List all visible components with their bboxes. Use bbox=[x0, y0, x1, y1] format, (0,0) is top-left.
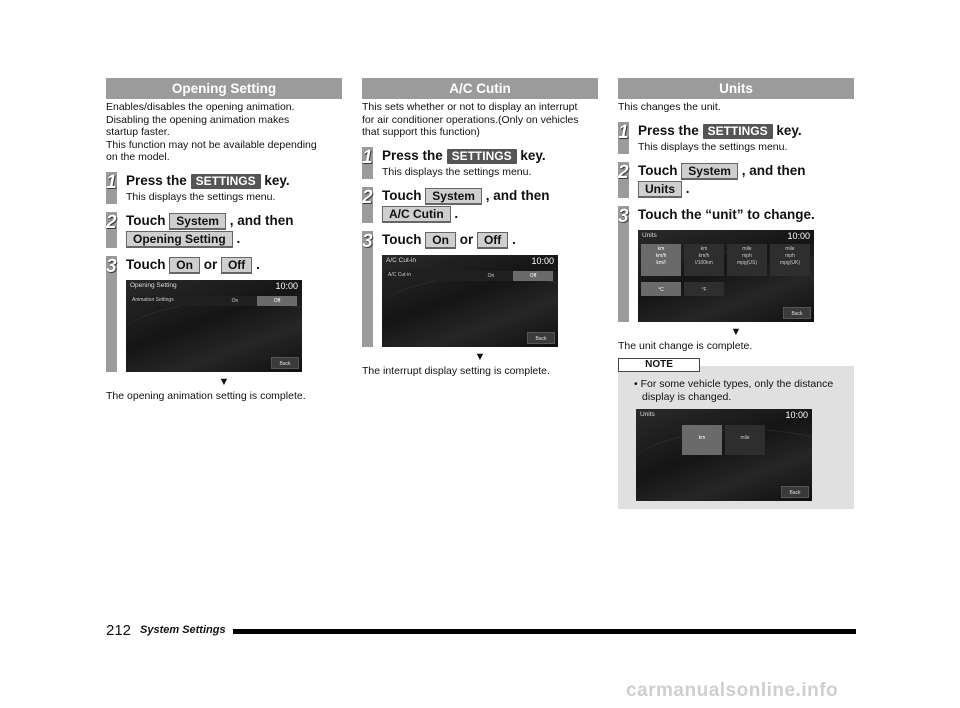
step-number: 2 bbox=[362, 186, 373, 208]
step-number: 2 bbox=[106, 211, 117, 233]
on-key: On bbox=[425, 232, 456, 249]
unit-option[interactable]: mile mph mpg(US) bbox=[727, 244, 767, 276]
fahrenheit-option[interactable]: °F bbox=[684, 282, 724, 296]
opening-setting-key: Opening Setting bbox=[126, 231, 233, 248]
ac-cutin-column: A/C Cutin This sets whether or not to display an interrupt for air conditioner operations.(Only on vehicles that support this function) 1 Press the SETTINGS key. This displays the settings menu. 2 Touch System , and then A/C Cutin . 3 Touch On or Off . A/C Cut-in 10:00 A/C Cut-in On Off Back ▼ The interrupt display setting is complete. bbox=[362, 78, 598, 377]
note-tag: NOTE bbox=[618, 358, 700, 372]
step-number: 1 bbox=[618, 121, 629, 143]
step-2: 2 Touch System , and then Units . bbox=[618, 161, 806, 196]
unit-option[interactable]: mile mph mpg(UK) bbox=[770, 244, 810, 276]
units-column: Units This changes the unit. 1 Press the SETTINGS key. This displays the settings menu. 2 Touch System , and then Units . 3 Touch the “unit” to change. Units 10:00 km km/h km/l km km/h l/100km mile mph mpg(US) mile mph mpg(UK) °C °F Back ▼ The unit change is complete. NOTE • For some vehicle types, only the distance display is changed. Units 10:00 km mile Back bbox=[618, 78, 854, 509]
step-number: 3 bbox=[106, 255, 117, 277]
system-key: System bbox=[425, 188, 482, 205]
footer-section-title: System Settings bbox=[140, 624, 226, 636]
down-arrow-icon: ▼ bbox=[474, 350, 486, 363]
settings-key: SETTINGS bbox=[703, 124, 773, 139]
units-screen: Units 10:00 km km/h km/l km km/h l/100km mile mph mpg(US) mile mph mpg(UK) °C °F Back bbox=[638, 230, 814, 322]
down-arrow-icon: ▼ bbox=[218, 375, 230, 388]
clock: 10:00 bbox=[275, 280, 298, 291]
off-option[interactable]: Off bbox=[257, 296, 297, 306]
settings-key: SETTINGS bbox=[447, 149, 517, 164]
step-2: 2 Touch System , and then A/C Cutin . bbox=[362, 186, 550, 221]
step-number: 2 bbox=[618, 161, 629, 183]
back-button[interactable]: Back bbox=[781, 486, 809, 498]
clock: 10:00 bbox=[531, 255, 554, 266]
clock: 10:00 bbox=[785, 410, 808, 420]
system-key: System bbox=[169, 213, 226, 230]
on-key: On bbox=[169, 257, 200, 274]
page-footer bbox=[106, 622, 856, 640]
step-2: 2 Touch System , and then Opening Setting . bbox=[106, 211, 294, 246]
mile-option[interactable]: mile bbox=[725, 425, 765, 455]
off-option[interactable]: Off bbox=[513, 271, 553, 281]
animation-settings-row: Animation Settings On Off bbox=[129, 296, 299, 306]
down-arrow-icon: ▼ bbox=[730, 325, 742, 338]
unit-option[interactable]: km km/h km/l bbox=[641, 244, 681, 276]
clock: 10:00 bbox=[787, 230, 810, 241]
back-button[interactable]: Back bbox=[783, 307, 811, 319]
opening-setting-screen: Opening Setting 10:00 Animation Settings On Off Back bbox=[126, 280, 302, 372]
section-title: Units bbox=[618, 78, 854, 99]
step-3: 3 Touch the “unit” to change. Units 10:00 km km/h km/l km km/h l/100km mile mph mpg(US) mile mph mpg(UK) °C °F Back bbox=[618, 206, 854, 322]
step-number: 3 bbox=[618, 205, 629, 227]
note-box: NOTE • For some vehicle types, only the distance display is changed. Units 10:00 km mile Back bbox=[618, 366, 854, 509]
ac-cutin-key: A/C Cutin bbox=[382, 206, 451, 223]
page-number: 212 bbox=[106, 622, 132, 639]
units-note-screen: Units 10:00 km mile Back bbox=[636, 409, 812, 501]
footer-rule bbox=[233, 629, 856, 634]
step-1: 1 Press the SETTINGS key. This displays the settings menu. bbox=[618, 121, 802, 153]
unit-option[interactable]: km km/h l/100km bbox=[684, 244, 724, 276]
step-3: 3 Touch On or Off . Opening Setting 10:00 Animation Settings On Off Back bbox=[106, 256, 342, 372]
section-title: Opening Setting bbox=[106, 78, 342, 99]
section-intro: This changes the unit. bbox=[618, 101, 721, 113]
section-title: A/C Cutin bbox=[362, 78, 598, 99]
system-key: System bbox=[681, 163, 738, 180]
opening-setting-column: Opening Setting Enables/disables the opening animation. Disabling the opening animation makes startup faster. This function may not be available depending on the model. 1 Press the SETTINGS key. This displays the settings menu. 2 Touch System , and then Opening Setting . 3 Touch On or Off . Opening Setting 10:00 Animation Settings On Off Back ▼ The opening animation setting is complete. bbox=[106, 78, 342, 402]
ac-cutin-row: A/C Cut-in On Off bbox=[385, 271, 555, 281]
off-key: Off bbox=[477, 232, 508, 249]
back-button[interactable]: Back bbox=[271, 357, 299, 369]
step-3: 3 Touch On or Off . A/C Cut-in 10:00 A/C Cut-in On Off Back bbox=[362, 231, 598, 347]
km-option[interactable]: km bbox=[682, 425, 722, 455]
watermark: carmanualsonline.info bbox=[626, 680, 839, 701]
off-key: Off bbox=[221, 257, 252, 274]
step-number: 1 bbox=[106, 171, 117, 193]
back-button[interactable]: Back bbox=[527, 332, 555, 344]
step-1: 1 Press the SETTINGS key. This displays the settings menu. bbox=[106, 171, 290, 203]
step-number: 1 bbox=[362, 146, 373, 168]
section-intro: This sets whether or not to display an interrupt for air conditioner operations.(Only on vehicles that support this function) bbox=[362, 101, 579, 138]
on-option[interactable]: On bbox=[487, 272, 495, 279]
step-number: 3 bbox=[362, 230, 373, 252]
on-option[interactable]: On bbox=[231, 297, 239, 304]
celsius-option[interactable]: °C bbox=[641, 282, 681, 296]
ac-cutin-screen: A/C Cut-in 10:00 A/C Cut-in On Off Back bbox=[382, 255, 558, 347]
units-key: Units bbox=[638, 181, 682, 198]
settings-key: SETTINGS bbox=[191, 174, 261, 189]
section-intro: Enables/disables the opening animation. Disabling the opening animation makes startup faster. This function may not be available depending on the model. bbox=[106, 101, 317, 163]
step-1: 1 Press the SETTINGS key. This displays the settings menu. bbox=[362, 146, 546, 178]
